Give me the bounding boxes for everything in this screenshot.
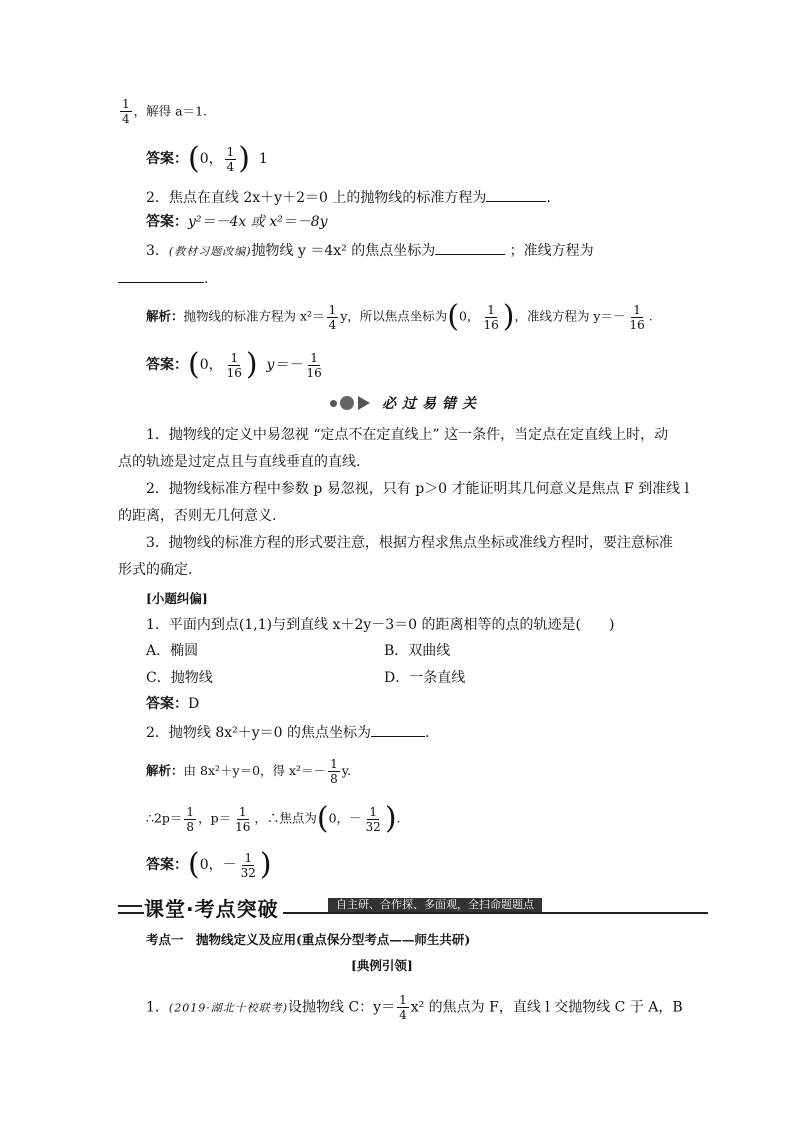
error-item-2: 2．抛物线标准方程中参数 p 易忽视，只有 p＞0 才能证明其几何意义是焦点 F 到准线 l xyxy=(146,481,690,497)
arrow-icon xyxy=(358,396,370,410)
practice-label: [小题纠偏] xyxy=(146,591,208,606)
option-a: A．椭圆 xyxy=(146,643,199,659)
section-banner-title: 必过易错关 xyxy=(382,396,482,412)
question-3: 3．(教材习题改编)抛物线 y ＝4x² 的焦点坐标为 ；准线方程为 xyxy=(146,240,594,262)
option-b: B．双曲线 xyxy=(384,643,451,659)
fraction: $\frac{1}{16}$ xyxy=(226,350,242,380)
error-item-3: 3．抛物线的标准方程的形式要注意，根据方程求焦点坐标或准线方程时，要注意标准 xyxy=(146,535,673,551)
answer-practice-2: 答案：(0，－ $\frac{1}{32}$ ) xyxy=(146,847,272,882)
fraction: $\frac{1}{16}$ xyxy=(306,350,322,380)
error-item-1-cont: 点的轨迹是过定点且与直线垂直的直线. xyxy=(118,454,361,470)
circle-icon xyxy=(340,396,354,410)
fraction: $\frac{1}{32}$ xyxy=(365,804,381,834)
answer-line-1: 答案：(0， $\frac{1}{4}$ ) 1 xyxy=(146,141,268,176)
answer-line-2: 答案：y²＝－4x 或 x²＝－8y xyxy=(146,214,328,230)
fraction: $\frac{1}{32}$ xyxy=(240,850,256,880)
section-header-title: 课堂·考点突破 xyxy=(144,893,283,922)
fraction: $\frac{1}{4}$ xyxy=(328,302,337,332)
section-banner xyxy=(330,392,490,414)
question-3-cont: . xyxy=(118,268,208,289)
example-question-1: 1．(2019·湖北十校联考)设抛物线 C：y＝ $\frac{1}{4}$ x² 的焦点为 F，直线 l 交抛物线 C 于 A，B xyxy=(146,993,683,1022)
answer-blank xyxy=(435,240,505,255)
answer-blank xyxy=(118,268,204,283)
answer-practice-1: 答案：D xyxy=(146,696,200,712)
option-d: D．一条直线 xyxy=(384,670,466,686)
fraction: $\frac{1}{4}$ xyxy=(122,97,130,126)
dot-icon xyxy=(330,400,337,407)
solution-continuation: $\frac{1}{4}$ ，解得 a＝1. xyxy=(122,97,207,126)
question-2: 2．焦点在直线 2x＋y＋2＝0 上的抛物线的标准方程为 . xyxy=(146,187,551,208)
fraction: $\frac{1}{8}$ xyxy=(330,757,338,786)
option-c: C．抛物线 xyxy=(146,670,213,686)
divider xyxy=(118,905,142,907)
error-item-2-cont: 的距离，否则无几何意义. xyxy=(118,508,277,524)
answer-blank xyxy=(486,187,546,202)
practice-question-2: 2．抛物线 8x²＋y＝0 的焦点坐标为 . xyxy=(146,722,430,743)
fraction: $\frac{1}{4}$ xyxy=(399,993,407,1022)
practice-question-1: 1．平面内到点(1,1)与到直线 x＋2y－3＝0 的距离相等的点的轨迹是( ) xyxy=(146,617,615,633)
fraction: $\frac{1}{16}$ xyxy=(483,302,499,332)
fraction: $\frac{1}{4}$ xyxy=(226,144,235,174)
answer-line-3: 答案：(0， $\frac{1}{16}$ ) y＝－ $\frac{1}{16}$ xyxy=(146,347,322,382)
answer-blank xyxy=(371,722,425,737)
fraction: $\frac{1}{16}$ xyxy=(629,302,645,332)
section-header-banner xyxy=(118,893,708,921)
analysis-practice-2: 解析：由 8x²＋y＝0，得 x²＝－ $\frac{1}{8}$ y. xyxy=(146,757,352,786)
fraction: $\frac{1}{8}$ xyxy=(186,804,195,834)
analysis-3: 解析：抛物线的标准方程为 x²＝ $\frac{1}{4}$ y，所以焦点坐标为(0， $\frac{1}{16}$ )，准线方程为 y＝－ $\frac{1}{16}$ . xyxy=(146,299,653,334)
error-item-1: 1．抛物线的定义中易忽视 “定点不在定直线上” 这一条件，当定点在定直线上时，动 xyxy=(146,427,669,443)
fraction: $\frac{1}{16}$ xyxy=(235,804,251,834)
topic-heading: 考点一 抛物线定义及应用(重点保分型考点——师生共研) xyxy=(146,932,471,947)
error-item-3-cont: 形式的确定. xyxy=(118,562,193,578)
example-label: [典例引领] xyxy=(351,958,413,973)
analysis-practice-2-cont: ∴2p＝ $\frac{1}{8}$ ，p＝ $\frac{1}{16}$ ，∴焦点为(0，－ $\frac{1}{32}$ ). xyxy=(146,801,401,836)
section-header-subtitle: 自主研、合作探、多面观，全扫命题题点 xyxy=(328,898,542,912)
